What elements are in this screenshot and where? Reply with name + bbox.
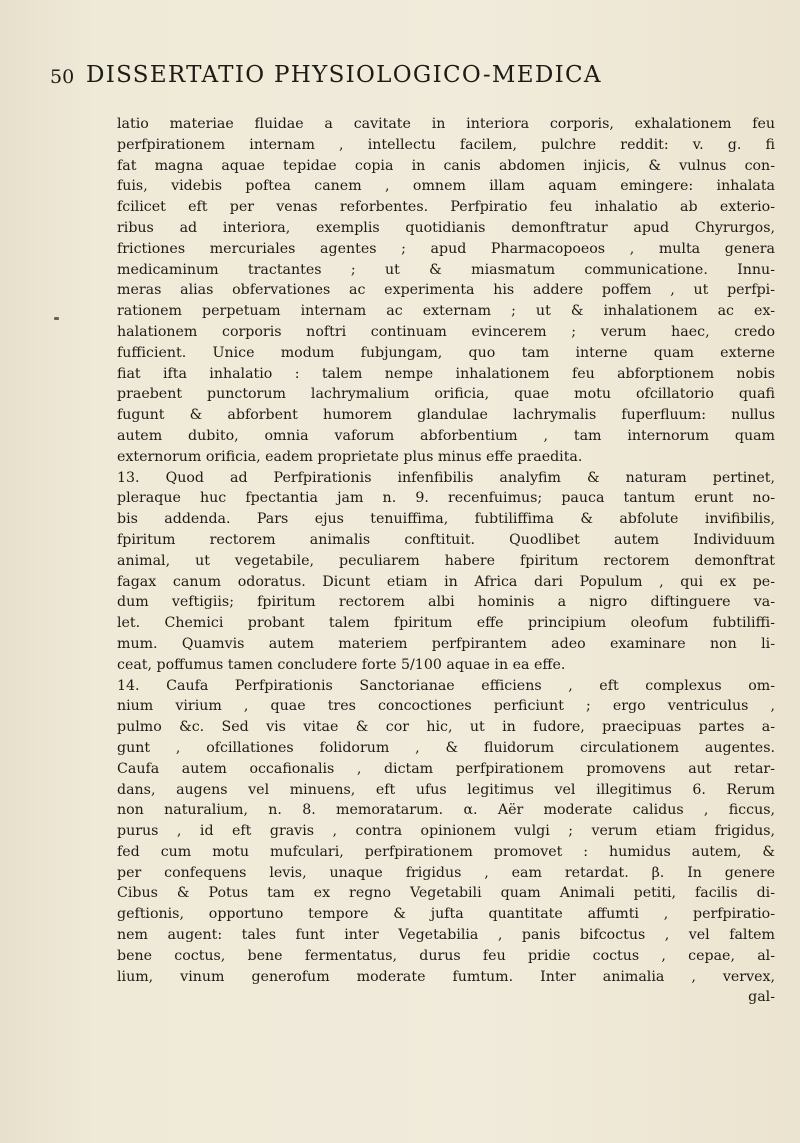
text-line: Cibus & Potus tam ex regno Vegetabili quam Animali petiti, facilis di- bbox=[117, 885, 775, 902]
text-line: fuis, videbis poftea canem , omnem illam aquam emingere: inhalata bbox=[117, 178, 775, 195]
text-line: nem augent: tales funt inter Vegetabilia , panis bifcoctus , vel faltem bbox=[117, 927, 775, 944]
text-line: frictiones mercuriales agentes ; apud Pharmacopoeos , multa genera bbox=[117, 240, 775, 257]
text-line: praebent punctorum lachrymalium orificia, quae motu ofcillatorio quafi bbox=[117, 386, 775, 403]
text-line: let. Chemici probant talem fpiritum effe principium oleofum fubtiliffi- bbox=[117, 615, 775, 632]
catchword: gal- bbox=[748, 989, 775, 1006]
text-line: geftionis, opportuno tempore & jufta quantitate affumti , perfpiratio- bbox=[117, 906, 775, 923]
text-line: fagax canum odoratus. Dicunt etiam in Africa dari Populum , qui ex pe- bbox=[117, 573, 775, 590]
text-line: dans, augens vel minuens, eft ufus legitimus vel illegitimus 6. Rerum bbox=[117, 781, 775, 798]
text-line: fat magna aquae tepidae copia in canis abdomen injicis, & vulnus con- bbox=[117, 157, 775, 174]
text-line: fufficient. Unice modum fubjungam, quo tam interne quam externe bbox=[117, 344, 775, 361]
paragraph-end-line: ceat, poffumus tamen concludere forte 5/100 aquae in ea effe. bbox=[117, 656, 566, 673]
text-line: latio materiae fluidae a cavitate in interiora corporis, exhalationem feu bbox=[117, 116, 775, 132]
body-text bbox=[117, 114, 775, 1008]
text-line: gunt , ofcillationes folidorum , & fluidorum circulationem augentes. bbox=[117, 739, 775, 756]
text-line: rationem perpetuam internam ac externam ; ut & inhalationem ac ex- bbox=[117, 303, 775, 320]
page-number: 50 bbox=[50, 66, 75, 88]
running-title: DISSERTATIO PHYSIOLOGICO-MEDICA bbox=[86, 62, 602, 88]
text-line: fugunt & abforbent humorem glandulae lachrymalis fuperfluum: nullus bbox=[117, 407, 775, 424]
paragraph-end-line: externorum orificia, eadem proprietate plus minus effe praedita. bbox=[117, 448, 583, 465]
text-line: purus , id eft gravis , contra opinionem vulgi ; verum etiam frigidus, bbox=[117, 823, 775, 840]
text-line: autem dubito, omnia vaforum abforbentium , tam internorum quam bbox=[117, 427, 775, 444]
text-line: 13. Quod ad Perfpirationis infenfibilis analyfim & naturam pertinet, bbox=[117, 469, 775, 486]
text-line: animal, ut vegetabile, peculiarem habere fpiritum rectorem demonftrat bbox=[117, 552, 775, 569]
text-line: bene coctus, bene fermentatus, durus feu pridie coctus , cepae, al- bbox=[117, 947, 775, 964]
text-line: mum. Quamvis autem materiem perfpirantem adeo examinare non li- bbox=[117, 635, 775, 652]
text-line: fiat ifta inhalatio : talem nempe inhalationem feu abforptionem nobis bbox=[117, 365, 775, 382]
text-line: fpiritum rectorem animalis conftituit. Quodlibet autem Individuum bbox=[117, 531, 775, 548]
text-line: Caufa autem occafionalis , dictam perfpirationem promovens aut retar- bbox=[117, 760, 775, 777]
text-line: meras alias obfervationes ac experimenta his addere poffem , ut perfpi- bbox=[117, 282, 775, 299]
text-line: pleraque huc fpectantia jam n. 9. recenfuimus; pauca tantum erunt no- bbox=[117, 490, 775, 507]
margin-ink-mark bbox=[54, 317, 59, 320]
text-line: pulmo &c. Sed vis vitae & cor hic, ut in fudore, praecipuas partes a- bbox=[117, 719, 775, 736]
text-line: per confequens levis, unaque frigidus , eam retardat. β. In genere bbox=[117, 864, 775, 881]
text-line: 14. Caufa Perfpirationis Sanctorianae efficiens , eft complexus om- bbox=[117, 677, 775, 694]
running-head bbox=[50, 58, 770, 94]
text-line: fed cum motu mufculari, perfpirationem promovet : humidus autem, & bbox=[117, 843, 775, 860]
text-line: fcilicet eft per venas reforbentes. Perfpiratio feu inhalatio ab exterio- bbox=[117, 199, 775, 216]
text-line: medicaminum tractantes ; ut & miasmatum communicatione. Innu- bbox=[117, 261, 775, 278]
text-line: halationem corporis noftri continuam evincerem ; verum haec, credo bbox=[117, 323, 775, 340]
text-line: bis addenda. Pars ejus tenuiffima, fubtiliffima & abfolute invifibilis, bbox=[117, 511, 775, 528]
text-line: non naturalium, n. 8. memoratarum. α. Aër moderate calidus , ficcus, bbox=[117, 802, 775, 819]
text-line: nium virium , quae tres concoctiones perficiunt ; ergo ventriculus , bbox=[117, 698, 775, 715]
text-line: perfpirationem internam , intellectu facilem, pulchre reddit: v. g. fi bbox=[117, 136, 775, 153]
text-line: ribus ad interiora, exemplis quotidianis demonftratur apud Chyrurgos, bbox=[117, 219, 775, 236]
text-line: lium, vinum generofum moderate fumtum. Inter animalia , vervex, bbox=[117, 968, 775, 985]
text-line: dum veftigiis; fpiritum rectorem albi hominis a nigro diftinguere va- bbox=[117, 594, 775, 611]
